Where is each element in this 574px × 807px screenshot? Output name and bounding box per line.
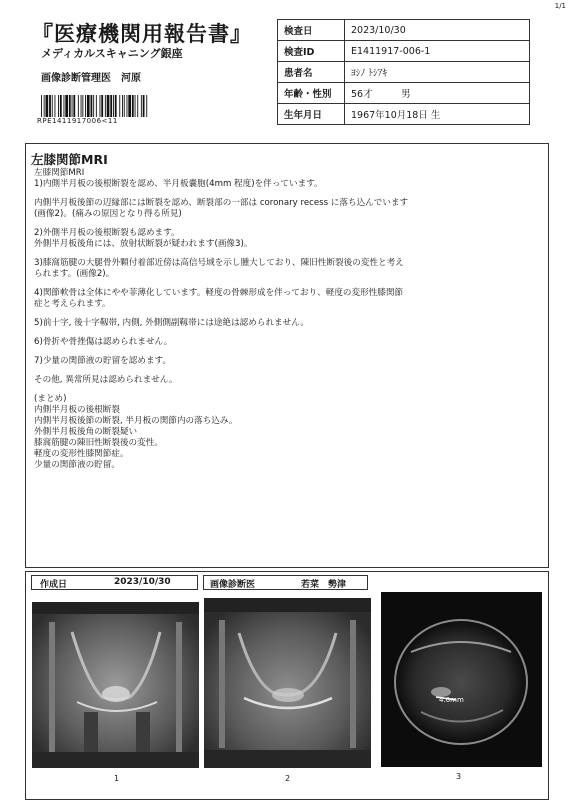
paragraph-gap — [34, 190, 534, 198]
measurement-label: 4.0mm — [439, 696, 464, 704]
patient-info-label: 検査ID — [278, 41, 345, 62]
report-line: (画像2)。(痛みの原因となり得る所見) — [34, 209, 182, 219]
page-number: 1/1 — [554, 2, 566, 10]
radiologist-box — [203, 575, 368, 590]
report-line: られます。(画像2)。 — [34, 269, 115, 279]
report-heading: 左膝関節MRI — [31, 152, 108, 167]
report-line: 2)外側半月板の後根断裂も認めます。 — [34, 228, 180, 238]
patient-info-row — [278, 20, 530, 41]
report-line: 外側半月板後角の断裂疑い — [34, 427, 138, 437]
paragraph-gap — [34, 310, 534, 318]
report-line: 左膝関節MRI — [34, 168, 85, 178]
report-body — [34, 168, 534, 471]
managing-doctor: 画像診断管理医 河原 — [41, 73, 141, 84]
mri-caption-2: 2 — [285, 774, 291, 783]
report-line: 3)膝窩筋腱の大腿骨外顆付着部近傍は高信号域を示し腫大しており、陳旧性断裂後の変性と考え — [34, 258, 404, 268]
mri-image-2 — [204, 598, 371, 768]
patient-info-value: E1411917-006-1 — [345, 41, 530, 62]
report-line: 内側半月板後節の辺縁部には断裂を認め、断裂部の一部は coronary recess に落ち込んでいます — [34, 198, 409, 208]
created-label: 作成日 — [40, 580, 68, 590]
report-line: 内側半月板の後根断裂 — [34, 405, 120, 415]
report-line: 軽度の変形性膝関節症。 — [34, 449, 129, 459]
patient-info-label: 生年月日 — [278, 104, 345, 125]
patient-info-value: ﾖｼﾉ ﾄｼｱｷ — [345, 62, 530, 83]
paragraph-gap — [34, 250, 534, 258]
patient-info-label: 検査日 — [278, 20, 345, 41]
paragraph-gap — [34, 348, 534, 356]
paragraph-gap — [34, 386, 534, 394]
report-line: (まとめ) — [34, 394, 67, 404]
report-line: 5)前十字, 後十字靱帯, 内側, 外側側副靱帯には途絶は認められません。 — [34, 318, 309, 328]
patient-info-row — [278, 62, 530, 83]
created-date-box — [31, 575, 198, 590]
mri-caption-3: 3 — [456, 772, 462, 781]
mri-caption-1: 1 — [114, 774, 120, 783]
created-date: 2023/10/30 — [114, 577, 171, 587]
report-title: 『医療機関用報告書』 — [32, 21, 252, 46]
report-line: 症と考えられます。 — [34, 299, 111, 309]
patient-info-row — [278, 104, 530, 125]
report-line: 内側半月板後節の断裂, 半月板の関節内の落ち込み。 — [34, 416, 238, 426]
paragraph-gap — [34, 280, 534, 288]
mri-image-3 — [381, 592, 542, 767]
paragraph-gap — [34, 220, 534, 228]
report-line: その他, 異常所見は認められません。 — [34, 375, 178, 385]
patient-info-label: 年齢・性別 — [278, 83, 345, 104]
patient-info-table — [277, 19, 530, 125]
report-line: 1)内側半月板の後根断裂を認め、半月板嚢胞(4mm 程度)を伴っています。 — [34, 179, 323, 189]
radiologist-name: 若菜 勢津 — [301, 580, 347, 590]
patient-info-value: 56才 男 — [345, 83, 530, 104]
barcode-text: RPE1411917006<11 — [37, 117, 118, 125]
report-line: 6)骨折や骨挫傷は認められません。 — [34, 337, 173, 347]
paragraph-gap — [34, 329, 534, 337]
hospital-name: メディカルスキャニング銀座 — [41, 47, 183, 60]
report-line: 4)関節軟骨は全体にやや菲薄化しています。軽度の骨棘形成を伴っており、軽度の変形性膝関節 — [34, 288, 404, 298]
barcode — [41, 95, 148, 117]
patient-info-value: 2023/10/30 — [345, 20, 530, 41]
paragraph-gap — [34, 367, 534, 375]
report-line: 7)少量の関節液の貯留を認めます。 — [34, 356, 172, 366]
patient-info-value: 1967年10月18日 生 — [345, 104, 530, 125]
report-line: 外側半月板後角には、放射状断裂が疑われます(画像3)。 — [34, 239, 253, 249]
report-line: 膝窩筋腱の陳旧性断裂後の変性。 — [34, 438, 163, 448]
patient-info-row — [278, 83, 530, 104]
mri-image-1 — [32, 602, 199, 768]
patient-info-label: 患者名 — [278, 62, 345, 83]
patient-info-row — [278, 41, 530, 62]
radiologist-label: 画像診断医 — [210, 580, 256, 590]
report-line: 少量の関節液の貯留。 — [34, 460, 120, 470]
